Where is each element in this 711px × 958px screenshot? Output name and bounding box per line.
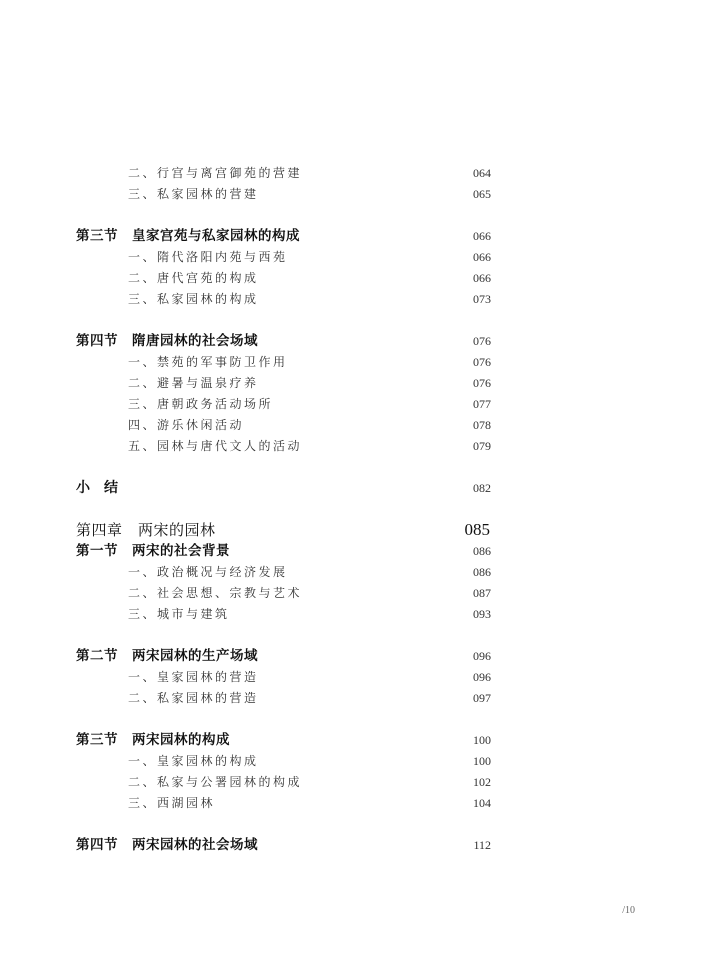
toc-entry-page: 086 xyxy=(473,565,491,579)
toc-entry xyxy=(0,688,711,708)
toc-chapter xyxy=(0,520,711,540)
toc-section-page: 076 xyxy=(473,334,491,348)
toc-entry xyxy=(0,436,711,456)
toc-entry-page: 079 xyxy=(473,439,491,453)
toc-entry xyxy=(0,268,711,288)
toc-section-page: 100 xyxy=(473,733,491,747)
toc-entry-title: 二、避暑与温泉疗养 xyxy=(128,376,259,390)
toc-entry xyxy=(0,751,711,771)
toc-entry xyxy=(0,352,711,372)
toc-entry-title: 一、隋代洛阳内苑与西苑 xyxy=(128,250,288,264)
toc-entry xyxy=(0,667,711,687)
toc-entry xyxy=(0,583,711,603)
toc-entry-title: 三、唐朝政务活动场所 xyxy=(128,397,274,411)
footer-page-number: /10 xyxy=(622,905,635,916)
toc-summary xyxy=(0,478,711,498)
toc-section-page: 112 xyxy=(473,838,491,852)
toc-section-page: 066 xyxy=(473,229,491,243)
toc-entry-title: 一、政治概况与经济发展 xyxy=(128,565,288,579)
toc-section-title: 第三节 两宋园林的构成 xyxy=(76,732,230,748)
toc-section xyxy=(0,835,711,855)
toc-entry-title: 一、皇家园林的构成 xyxy=(128,754,259,768)
toc-section xyxy=(0,226,711,246)
toc-entry-page: 066 xyxy=(473,250,491,264)
toc-entry-title: 五、园林与唐代文人的活动 xyxy=(128,439,303,453)
toc-entry-title: 三、西湖园林 xyxy=(128,796,216,810)
toc-section-page: 096 xyxy=(473,649,491,663)
toc-entry-page: 065 xyxy=(473,187,491,201)
toc-entry xyxy=(0,793,711,813)
toc-entry xyxy=(0,604,711,624)
toc-section-title: 第二节 两宋园林的生产场域 xyxy=(76,648,258,664)
toc-entry xyxy=(0,772,711,792)
toc-section xyxy=(0,331,711,351)
toc-entry-title: 二、私家园林的营造 xyxy=(128,691,259,705)
toc-entry-page: 078 xyxy=(473,418,491,432)
toc-section xyxy=(0,646,711,666)
toc-entry-page: 076 xyxy=(473,355,491,369)
toc-entry-page: 087 xyxy=(473,586,491,600)
toc-entry-title: 二、行宫与离宫御苑的营建 xyxy=(128,166,303,180)
toc-section xyxy=(0,541,711,561)
toc-entry xyxy=(0,184,711,204)
toc-entry xyxy=(0,373,711,393)
toc-chapter-page: 085 xyxy=(464,520,490,539)
toc-entry xyxy=(0,415,711,435)
toc-chapter-title: 第四章 两宋的园林 xyxy=(76,521,216,539)
toc-entry-title: 二、社会思想、宗教与艺术 xyxy=(128,586,303,600)
toc-summary-page: 082 xyxy=(473,481,491,495)
toc-section-title: 第三节 皇家宫苑与私家园林的构成 xyxy=(76,228,300,244)
toc-entry-page: 097 xyxy=(473,691,491,705)
toc-entry xyxy=(0,562,711,582)
toc-entry-page: 100 xyxy=(473,754,491,768)
toc-section-title: 第四节 隋唐园林的社会场域 xyxy=(76,333,258,349)
toc-section-page: 086 xyxy=(473,544,491,558)
toc-entry-title: 一、禁苑的军事防卫作用 xyxy=(128,355,288,369)
toc-entry-title: 一、皇家园林的营造 xyxy=(128,670,259,684)
toc-summary-title: 小结 xyxy=(76,480,132,496)
toc-entry xyxy=(0,289,711,309)
toc-section-title: 第四节 两宋园林的社会场域 xyxy=(76,837,258,853)
toc-entry-page: 073 xyxy=(473,292,491,306)
toc-entry-title: 二、唐代宫苑的构成 xyxy=(128,271,259,285)
toc-entry-page: 096 xyxy=(473,670,491,684)
toc-entry-page: 066 xyxy=(473,271,491,285)
toc-entry-page: 093 xyxy=(473,607,491,621)
toc-section xyxy=(0,730,711,750)
toc-entry-page: 064 xyxy=(473,166,491,180)
toc-entry-page: 076 xyxy=(473,376,491,390)
toc-entry xyxy=(0,394,711,414)
toc-section-title: 第一节 两宋的社会背景 xyxy=(76,543,230,559)
toc-entry-page: 102 xyxy=(473,775,491,789)
toc-entry-title: 三、私家园林的构成 xyxy=(128,292,259,306)
toc-entry-title: 三、城市与建筑 xyxy=(128,607,230,621)
toc-entry-page: 077 xyxy=(473,397,491,411)
toc-entry-page: 104 xyxy=(473,796,491,810)
toc-entry-title: 三、私家园林的营建 xyxy=(128,187,259,201)
toc-entry xyxy=(0,247,711,267)
toc-entry-title: 二、私家与公署园林的构成 xyxy=(128,775,303,789)
toc-entry-title: 四、游乐休闲活动 xyxy=(128,418,245,432)
toc-entry xyxy=(0,163,711,183)
